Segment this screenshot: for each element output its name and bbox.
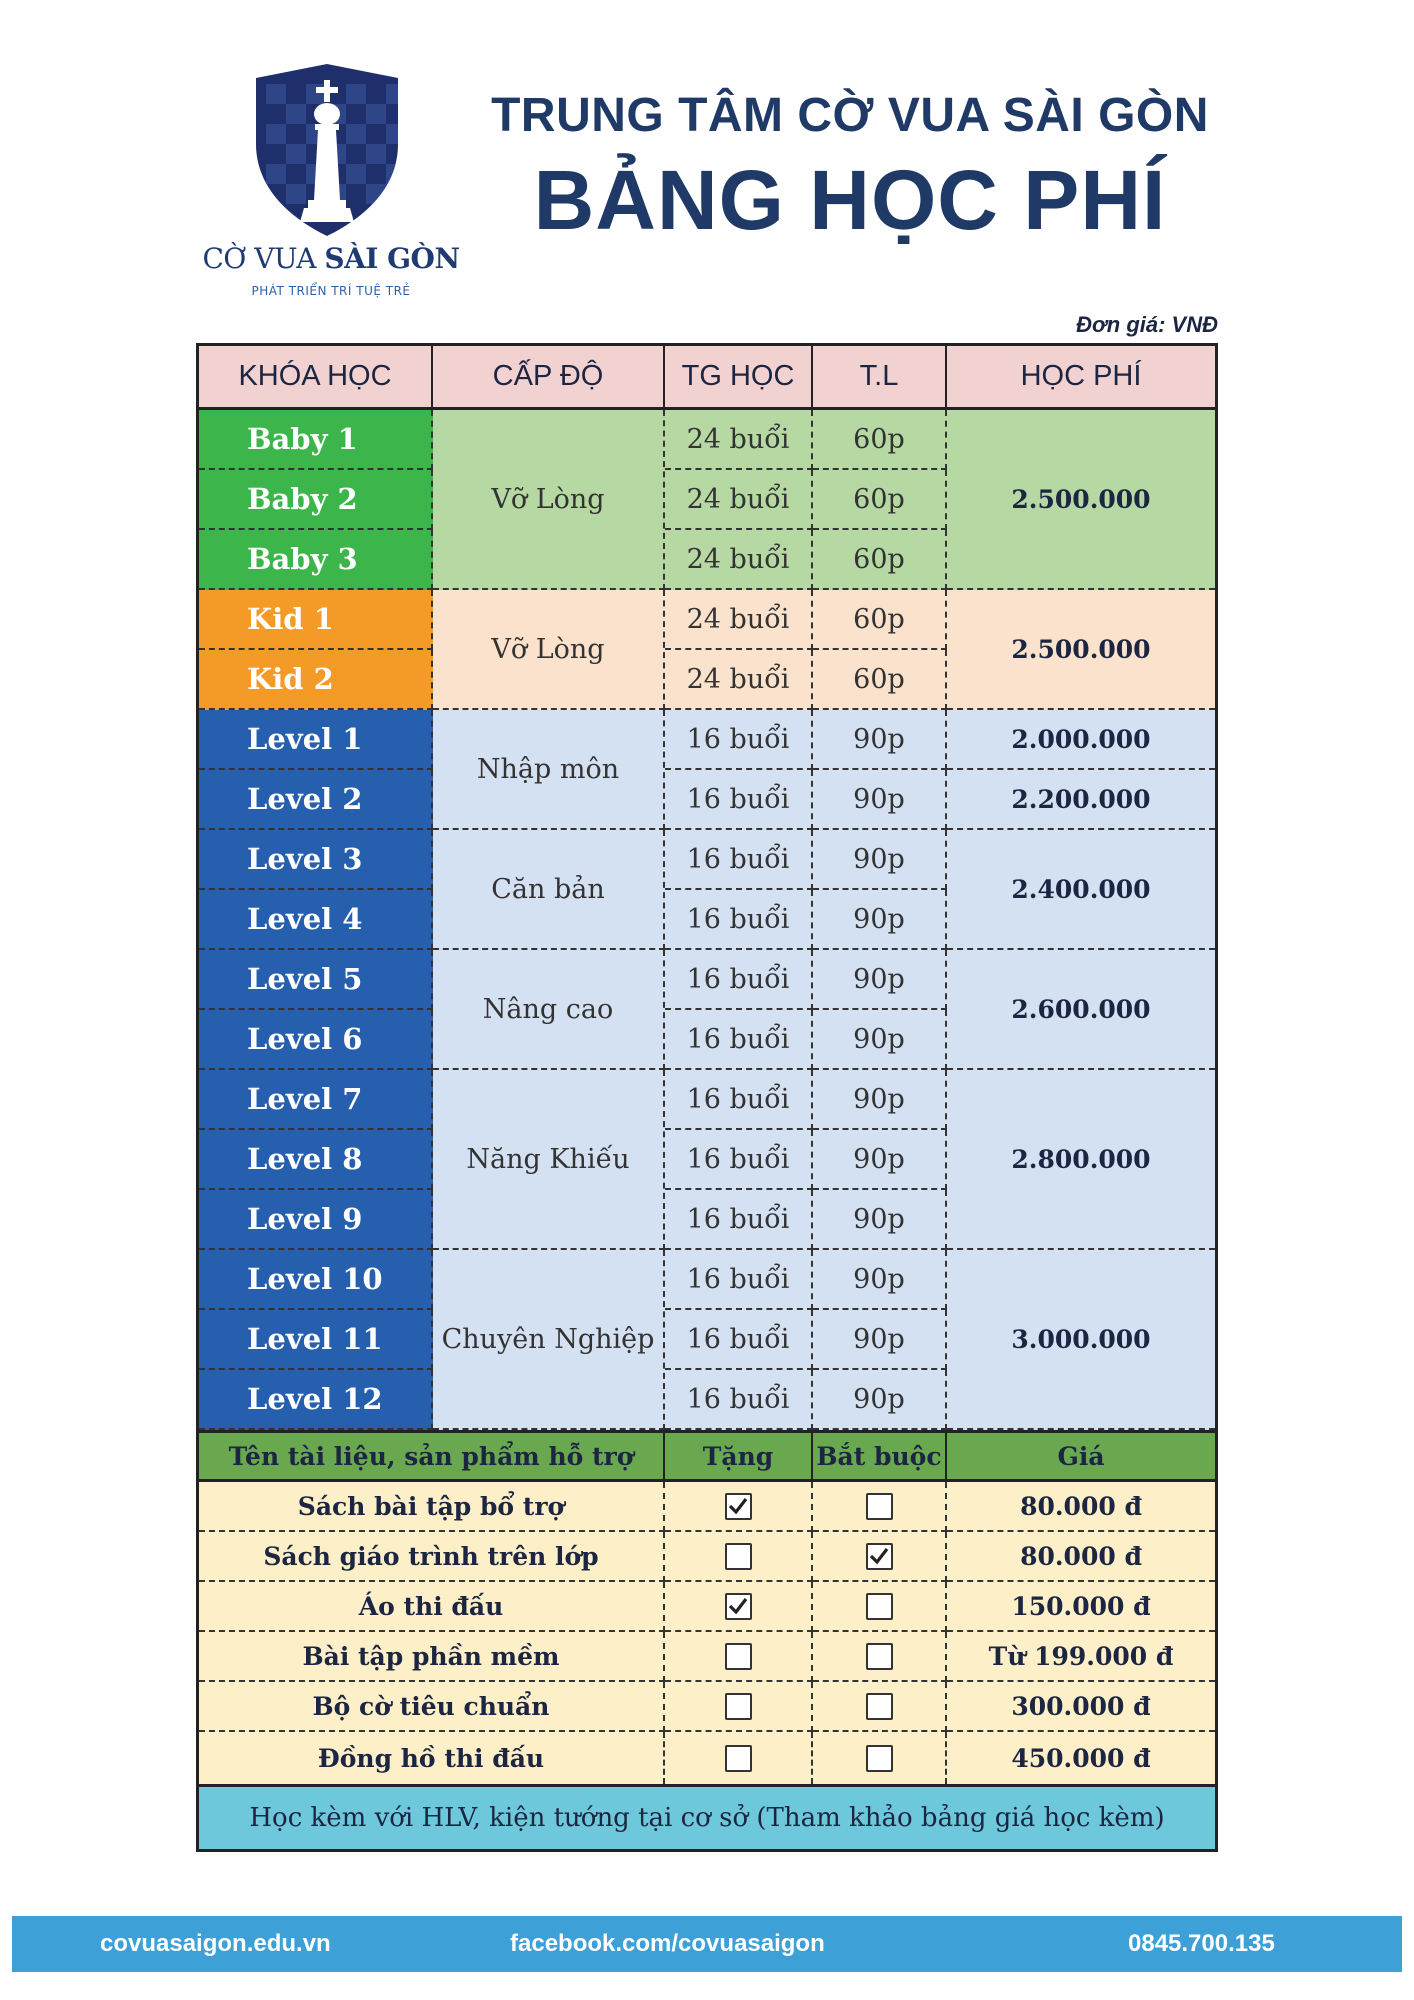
materials-header-gift: Tặng	[665, 1430, 813, 1482]
gift-cell	[665, 1532, 813, 1582]
gift-cell	[665, 1582, 813, 1632]
sessions-cell: 16 buổi	[665, 1250, 813, 1310]
fee-cell: 3.000.000	[947, 1250, 1215, 1430]
sessions-cell: 16 buổi	[665, 1190, 813, 1250]
website-link[interactable]: covuasaigon.edu.vn	[100, 1930, 331, 1957]
material-price: 80.000 đ	[947, 1482, 1215, 1532]
level-name: Nhập môn	[433, 710, 665, 830]
course-name: Baby 2	[199, 470, 433, 530]
required-checkbox[interactable]	[866, 1643, 893, 1670]
course-name: Level 4	[199, 890, 433, 950]
course-name: Level 6	[199, 1010, 433, 1070]
material-name: Đồng hồ thi đấu	[199, 1732, 665, 1784]
required-checkbox[interactable]	[866, 1693, 893, 1720]
required-cell	[813, 1582, 947, 1632]
course-name: Level 5	[199, 950, 433, 1010]
fee-cell: 2.500.000	[947, 590, 1215, 710]
sessions-cell: 24 buổi	[665, 410, 813, 470]
course-name: Level 1	[199, 710, 433, 770]
required-cell	[813, 1482, 947, 1532]
coaching-note: Học kèm với HLV, kiện tướng tại cơ sở (Tham khảo bảng giá học kèm)	[199, 1784, 1215, 1849]
duration-cell: 90p	[813, 830, 947, 890]
unit-note: Đơn giá: VNĐ	[1076, 312, 1218, 337]
course-name: Baby 3	[199, 530, 433, 590]
sessions-cell: 16 buổi	[665, 1370, 813, 1430]
material-name: Sách bài tập bổ trợ	[199, 1482, 665, 1532]
course-name: Level 9	[199, 1190, 433, 1250]
header-sessions: TG HỌC	[665, 346, 813, 410]
sessions-cell: 16 buổi	[665, 1310, 813, 1370]
sessions-cell: 16 buổi	[665, 710, 813, 770]
gift-checkbox-checked[interactable]	[725, 1593, 752, 1620]
sessions-cell: 24 buổi	[665, 590, 813, 650]
material-price: 450.000 đ	[947, 1732, 1215, 1784]
gift-checkbox[interactable]	[725, 1745, 752, 1772]
material-name: Áo thi đấu	[199, 1582, 665, 1632]
level-name: Chuyên Nghiệp	[433, 1250, 665, 1430]
required-checkbox[interactable]	[866, 1745, 893, 1772]
gift-checkbox[interactable]	[725, 1693, 752, 1720]
required-checkbox-checked[interactable]	[866, 1543, 893, 1570]
material-price: 80.000 đ	[947, 1532, 1215, 1582]
header-fee: HỌC PHÍ	[947, 346, 1215, 410]
header-course: KHÓA HỌC	[199, 346, 433, 410]
duration-cell: 90p	[813, 710, 947, 770]
duration-cell: 60p	[813, 410, 947, 470]
course-name: Level 3	[199, 830, 433, 890]
sessions-cell: 16 buổi	[665, 830, 813, 890]
tuition-table	[196, 343, 1218, 1852]
sessions-cell: 24 buổi	[665, 470, 813, 530]
duration-cell: 90p	[813, 1130, 947, 1190]
gift-cell	[665, 1732, 813, 1784]
facebook-link[interactable]: facebook.com/covuasaigon	[510, 1930, 825, 1957]
phone-number[interactable]: 0845.700.135	[1128, 1930, 1275, 1957]
sessions-cell: 24 buổi	[665, 650, 813, 710]
gift-cell	[665, 1682, 813, 1732]
gift-checkbox-checked[interactable]	[725, 1493, 752, 1520]
gift-checkbox[interactable]	[725, 1643, 752, 1670]
sessions-cell: 16 buổi	[665, 1070, 813, 1130]
fee-cell: 2.400.000	[947, 830, 1215, 950]
course-name: Level 8	[199, 1130, 433, 1190]
duration-cell: 60p	[813, 530, 947, 590]
fee-cell: 2.500.000	[947, 410, 1215, 590]
logo-slogan: PHÁT TRIỂN TRÍ TUỆ TRẺ	[251, 284, 411, 298]
course-name: Level 12	[199, 1370, 433, 1430]
page-title: BẢNG HỌC PHÍ	[533, 153, 1167, 247]
duration-cell: 90p	[813, 950, 947, 1010]
duration-cell: 90p	[813, 890, 947, 950]
duration-cell: 90p	[813, 1010, 947, 1070]
material-name: Bộ cờ tiêu chuẩn	[199, 1682, 665, 1732]
course-name: Baby 1	[199, 410, 433, 470]
duration-cell: 90p	[813, 1070, 947, 1130]
materials-header-name: Tên tài liệu, sản phẩm hỗ trợ	[199, 1430, 665, 1482]
sessions-cell: 16 buổi	[665, 950, 813, 1010]
material-price: 300.000 đ	[947, 1682, 1215, 1732]
duration-cell: 60p	[813, 470, 947, 530]
required-checkbox[interactable]	[866, 1593, 893, 1620]
level-name: Vỡ Lòng	[433, 590, 665, 710]
material-price: Từ 199.000 đ	[947, 1632, 1215, 1682]
material-price: 150.000 đ	[947, 1582, 1215, 1632]
material-name: Sách giáo trình trên lớp	[199, 1532, 665, 1582]
course-name: Level 10	[199, 1250, 433, 1310]
header-level: CẤP ĐỘ	[433, 346, 665, 410]
sessions-cell: 16 buổi	[665, 1130, 813, 1190]
level-name: Căn bản	[433, 830, 665, 950]
duration-cell: 60p	[813, 590, 947, 650]
gift-cell	[665, 1632, 813, 1682]
course-name: Level 11	[199, 1310, 433, 1370]
check-icon	[869, 1546, 889, 1566]
sessions-cell: 16 buổi	[665, 770, 813, 830]
gift-checkbox[interactable]	[725, 1543, 752, 1570]
course-name: Level 7	[199, 1070, 433, 1130]
fee-cell: 2.000.000	[947, 710, 1215, 770]
required-cell	[813, 1732, 947, 1784]
required-checkbox[interactable]	[866, 1493, 893, 1520]
required-cell	[813, 1682, 947, 1732]
contact-bar	[12, 1916, 1402, 1972]
check-icon	[728, 1596, 748, 1616]
king-shield-icon	[252, 60, 402, 238]
sessions-cell: 16 buổi	[665, 1010, 813, 1070]
fee-cell: 2.800.000	[947, 1070, 1215, 1250]
center-name: TRUNG TÂM CỜ VUA SÀI GÒN	[491, 89, 1209, 142]
logo	[190, 60, 470, 310]
material-name: Bài tập phần mềm	[199, 1632, 665, 1682]
course-name: Level 2	[199, 770, 433, 830]
level-name: Năng Khiếu	[433, 1070, 665, 1250]
materials-header-price: Giá	[947, 1430, 1215, 1482]
duration-cell: 90p	[813, 1370, 947, 1430]
check-icon	[728, 1496, 748, 1516]
required-cell	[813, 1632, 947, 1682]
logo-name: CỜ VUA SÀI GÒN	[202, 242, 460, 275]
level-name: Nâng cao	[433, 950, 665, 1070]
sessions-cell: 24 buổi	[665, 530, 813, 590]
duration-cell: 90p	[813, 1310, 947, 1370]
header-duration: T.L	[813, 346, 947, 410]
course-name: Kid 2	[199, 650, 433, 710]
course-name: Kid 1	[199, 590, 433, 650]
fee-cell: 2.200.000	[947, 770, 1215, 830]
duration-cell: 90p	[813, 770, 947, 830]
materials-header-required: Bắt buộc	[813, 1430, 947, 1482]
fee-cell: 2.600.000	[947, 950, 1215, 1070]
required-cell	[813, 1532, 947, 1582]
duration-cell: 60p	[813, 650, 947, 710]
duration-cell: 90p	[813, 1190, 947, 1250]
sessions-cell: 16 buổi	[665, 890, 813, 950]
gift-cell	[665, 1482, 813, 1532]
duration-cell: 90p	[813, 1250, 947, 1310]
level-name: Vỡ Lòng	[433, 410, 665, 590]
